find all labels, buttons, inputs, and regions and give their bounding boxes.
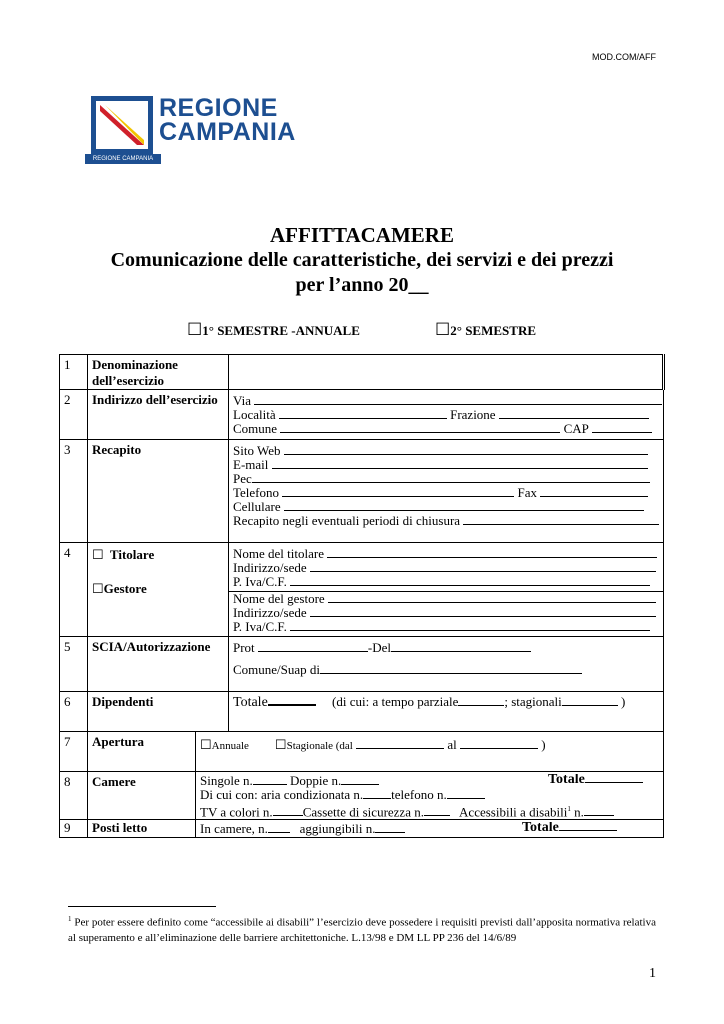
- footnote-separator: [68, 906, 216, 907]
- indirizzo-fields[interactable]: Via Località Frazione Comune CAP: [229, 390, 664, 440]
- page-title: AFFITTACAMERE: [270, 223, 454, 247]
- scia-fields[interactable]: Prot -Del Comune/Suap di: [229, 637, 664, 692]
- row-posti-letto: 9 Posti letto In camere, n. aggiungibili n. Totale: [60, 820, 664, 838]
- posti-letto-fields[interactable]: In camere, n. aggiungibili n. Totale: [196, 820, 664, 838]
- checkbox-icon[interactable]: ☐: [435, 320, 451, 339]
- recapito-fields[interactable]: Sito Web E-mail Pec Telefono Fax Cellulare Recapito negli eventuali periodi di chiusura: [229, 440, 664, 543]
- form-table: [59, 354, 665, 838]
- checkbox-icon[interactable]: ☐: [187, 320, 203, 339]
- logo-line-1: REGIONE: [159, 94, 278, 122]
- logo-line-2: CAMPANIA: [159, 118, 296, 146]
- page-number: 1: [649, 966, 656, 981]
- row-titolare-gestore: 4 ☐ Titolare ☐Gestore Nome del titolare Indirizzo/sede P. Iva/C.F. Nome del gestore Indirizzo/sede P. Iva/C.F.: [60, 543, 664, 637]
- denominazione-field[interactable]: [229, 355, 664, 390]
- row-dipendenti: 6 Dipendenti Totale (di cui: a tempo parziale ; stagionali ): [60, 692, 664, 732]
- regione-campania-logo: [85, 96, 310, 166]
- regione-campania-emblem: [91, 96, 153, 154]
- stagionale-option[interactable]: ☐Stagionale (dal: [274, 738, 353, 752]
- page-subtitle-year: per l’anno 20__: [295, 274, 429, 296]
- footnote: $^1$ Per poter essere definito come “accessibile ai disabili” l’esercizio deve possedere i requisiti previsti dall’apposita normativa relativa al superamento e all’eliminazione delle barriere architettoniche. L.13/98 e DM LL PP 236 del 14/6/89: [68, 915, 656, 944]
- row-indirizzo: 2 Indirizzo dell’esercizio Via Località Frazione Comune CAP: [60, 390, 664, 440]
- row-apertura: 7 Apertura ☐Annuale ☐Stagionale (dal al ): [60, 732, 664, 772]
- document-code: MOD.COM/AFF: [592, 52, 656, 62]
- row-camere: 8 Camere Singole n. Doppie n. Totale Di cui con: aria condizionata n. telefono n. TV a colori n. Cassette di sicurezza n. Accessibili a disabili$^1$ n.: [60, 772, 664, 820]
- annuale-option[interactable]: ☐Annuale: [200, 738, 249, 752]
- semester-1-option[interactable]: ☐1° SEMESTRE -ANNUALE: [187, 320, 360, 339]
- row-denominazione: 1 Denominazione dell’esercizio: [60, 355, 664, 390]
- logo-caption: REGIONE CAMPANIA: [85, 154, 161, 164]
- apertura-fields[interactable]: ☐Annuale ☐Stagionale (dal al ): [196, 732, 664, 772]
- titolare-option[interactable]: ☐ Titolare: [92, 547, 155, 562]
- row-recapito: 3 Recapito Sito Web E-mail Pec Telefono Fax Cellulare Recapito negli eventuali periodi di chiusura: [60, 440, 664, 543]
- camere-fields[interactable]: Singole n. Doppie n. Totale Di cui con: aria condizionata n. telefono n. TV a colori n. Cassette di sicurezza n. Accessibili a disabili$^1$ n.: [196, 772, 664, 820]
- semester-2-option[interactable]: ☐2° SEMESTRE: [435, 320, 537, 339]
- row-scia: 5 SCIA/Autorizzazione Prot -Del Comune/Suap di: [60, 637, 664, 692]
- gestore-option[interactable]: ☐Gestore: [92, 581, 147, 596]
- dipendenti-fields[interactable]: Totale (di cui: a tempo parziale ; stagionali ): [229, 692, 664, 732]
- titolare-gestore-fields[interactable]: Nome del titolare Indirizzo/sede P. Iva/C.F. Nome del gestore Indirizzo/sede P. Iva/C.F.: [229, 543, 664, 637]
- page-subtitle: Comunicazione delle caratteristiche, dei servizi e dei prezzi: [110, 249, 614, 271]
